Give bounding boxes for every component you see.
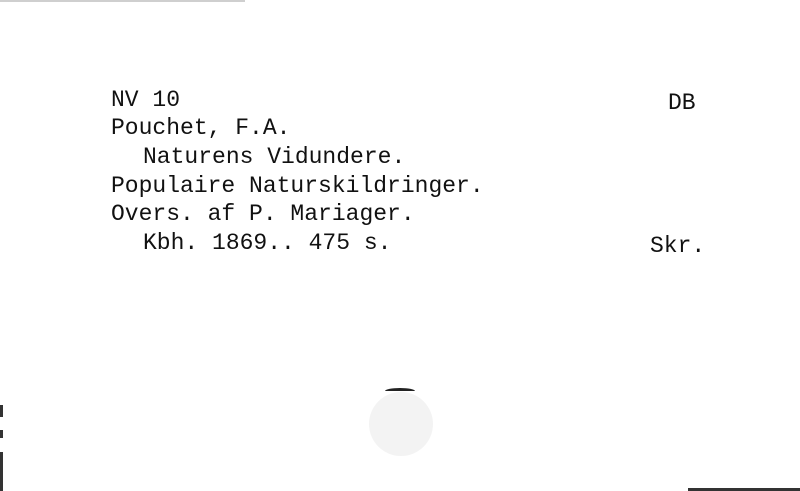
title-line: Naturens Vidundere. xyxy=(143,144,406,170)
call-number: NV 10 xyxy=(111,87,181,113)
translator-line: Overs. af P. Mariager. xyxy=(111,201,415,227)
location-code: DB xyxy=(668,90,696,116)
card-left-edge-mark xyxy=(0,405,3,417)
card-top-edge xyxy=(0,0,245,2)
author-heading: Pouchet, F.A. xyxy=(111,115,291,141)
card-left-edge xyxy=(0,452,3,491)
subject-code: Skr. xyxy=(650,233,706,259)
imprint-line: Kbh. 1869.. 475 s. xyxy=(143,230,392,256)
punch-hole-shadow xyxy=(385,388,415,394)
card-left-edge-mark xyxy=(0,430,3,438)
punch-hole xyxy=(369,392,433,456)
subtitle-line: Populaire Naturskildringer. xyxy=(111,173,484,199)
